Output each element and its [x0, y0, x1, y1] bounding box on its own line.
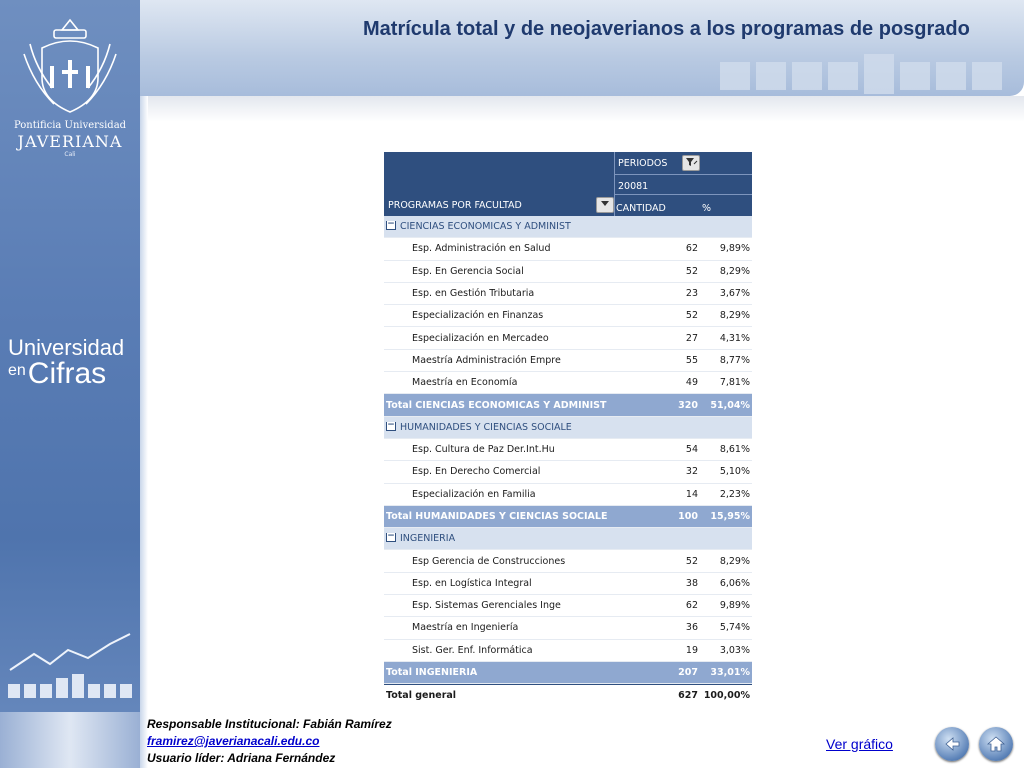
row-program-name: Sist. Ger. Enf. Informática — [412, 644, 533, 656]
table-row — [384, 640, 752, 662]
group-row[interactable] — [384, 216, 752, 238]
row-quantity: 52 — [685, 310, 698, 322]
cifras-en: en — [8, 362, 26, 379]
row-quantity: 14 — [685, 488, 698, 500]
sidebar — [0, 0, 140, 768]
row-quantity: 100 — [678, 511, 698, 522]
row-quantity: 32 — [685, 466, 698, 478]
programs-dropdown-button[interactable] — [596, 197, 614, 213]
row-program-name: Especialización en Mercadeo — [412, 332, 549, 344]
table-row — [384, 372, 752, 394]
home-icon — [986, 734, 1006, 754]
cifras-line1: Universidad — [8, 335, 125, 360]
row-percent: 3,03% — [719, 644, 750, 656]
row-quantity: 207 — [678, 667, 698, 679]
table-row — [384, 283, 752, 305]
row-program-name: Especialización en Finanzas — [412, 310, 544, 322]
university-name-line2: JAVERIANA — [17, 132, 123, 151]
ver-grafico-link[interactable]: Ver gráfico — [826, 736, 893, 752]
row-percent: 8,29% — [719, 265, 750, 277]
table-row — [384, 350, 752, 372]
table-row — [384, 305, 752, 327]
row-program-name: Esp. Cultura de Paz Der.Int.Hu — [412, 444, 555, 456]
row-quantity: 55 — [685, 354, 698, 366]
cifras-line2: Cifras — [27, 357, 107, 390]
email-link[interactable]: framirez@javerianacali.edu.co — [147, 734, 320, 748]
row-program-name: Esp. en Logística Integral — [412, 577, 532, 589]
home-button[interactable] — [979, 727, 1013, 761]
table-row — [384, 327, 752, 349]
group-row[interactable] — [384, 417, 752, 439]
table-row — [384, 261, 752, 283]
row-program-name: Maestría Administración Empre — [412, 354, 561, 366]
row-percent: 51,04% — [710, 399, 750, 411]
footer-credits — [147, 716, 392, 767]
table-row — [384, 484, 752, 506]
row-quantity: 54 — [685, 444, 698, 456]
row-program-name: Esp. En Gerencia Social — [412, 265, 524, 277]
row-quantity: 627 — [678, 690, 698, 702]
periods-filter-button[interactable] — [682, 155, 700, 171]
university-crest-icon — [16, 14, 124, 124]
period-code: 20081 — [618, 181, 649, 192]
row-program-name: Esp. Sistemas Gerenciales Inge — [412, 600, 561, 612]
row-percent: 4,31% — [719, 332, 750, 344]
row-percent: 8,61% — [719, 444, 750, 456]
total-row — [384, 662, 752, 684]
table-row — [384, 461, 752, 483]
universidad-en-cifras-logo — [8, 335, 124, 391]
row-quantity: 62 — [685, 243, 698, 255]
university-city: Cali — [64, 151, 76, 158]
back-button[interactable] — [935, 727, 969, 761]
row-percent: 15,95% — [710, 511, 750, 522]
row-percent: 9,89% — [719, 243, 750, 255]
row-percent: 33,01% — [710, 667, 750, 679]
row-percent: 3,67% — [719, 288, 750, 300]
table-row — [384, 573, 752, 595]
row-percent: 100,00% — [703, 690, 750, 702]
row-percent: 2,23% — [719, 488, 750, 500]
table-row — [384, 595, 752, 617]
table-row — [384, 439, 752, 461]
row-quantity: 49 — [685, 377, 698, 389]
header-shadow — [148, 96, 1024, 122]
row-program-name: Maestría en Ingeniería — [412, 622, 519, 634]
sidebar-bottom-strip — [0, 712, 140, 768]
row-program-name: Esp. en Gestión Tributaria — [412, 288, 535, 300]
row-program-name: Total general — [386, 690, 457, 702]
row-quantity: 38 — [685, 577, 698, 589]
row-program-name: Total HUMANIDADES Y CIENCIAS SOCIALE — [386, 511, 608, 522]
pivot-rows — [384, 216, 752, 707]
row-program-name: Especialización en Familia — [412, 488, 536, 500]
row-quantity: 52 — [685, 265, 698, 277]
total-row — [384, 394, 752, 416]
row-percent: 8,29% — [719, 555, 750, 567]
row-percent: 7,81% — [719, 377, 750, 389]
row-program-name: − CIENCIAS ECONOMICAS Y ADMINIST — [384, 221, 654, 232]
quantity-header: CANTIDAD — [616, 203, 666, 214]
row-quantity: 320 — [678, 399, 698, 411]
row-program-name: − INGENIERIA — [384, 533, 654, 544]
filter-icon — [684, 156, 698, 168]
periods-label: PERIODOS — [618, 158, 668, 169]
row-percent: 8,29% — [719, 310, 750, 322]
row-program-name: Total INGENIERIA — [386, 667, 478, 679]
programs-header: PROGRAMAS POR FACULTAD — [388, 200, 522, 211]
sidebar-edge — [140, 0, 148, 768]
percent-header: % — [702, 203, 712, 214]
row-quantity: 62 — [685, 600, 698, 612]
row-program-name: Total CIENCIAS ECONOMICAS Y ADMINIST — [386, 399, 607, 411]
row-quantity: 27 — [685, 332, 698, 344]
row-program-name: − HUMANIDADES Y CIENCIAS SOCIALE — [384, 422, 654, 433]
row-program-name: Maestría en Economía — [412, 377, 518, 389]
total-row — [384, 506, 752, 528]
row-percent: 6,06% — [719, 577, 750, 589]
group-row[interactable] — [384, 528, 752, 550]
arrow-left-icon — [942, 734, 962, 754]
university-name-line1: Pontificia Universidad — [13, 120, 127, 131]
row-quantity: 23 — [685, 288, 698, 300]
grand-total-row — [384, 684, 752, 706]
row-percent: 5,10% — [719, 466, 750, 478]
row-quantity: 19 — [685, 644, 698, 656]
growth-chart-icon — [6, 630, 134, 702]
row-program-name: Esp. Administración en Salud — [412, 243, 551, 255]
cifras-line2-wrap — [8, 357, 124, 391]
table-row — [384, 238, 752, 260]
pivot-header — [384, 152, 752, 216]
page-title: Matrícula total y de neojaverianos a los programas de posgrado — [363, 18, 970, 40]
responsable-text: Responsable Institucional: Fabián Ramírez — [147, 717, 392, 731]
usuario-text: Usuario líder: Adriana Fernández — [147, 751, 336, 765]
header-decoration — [720, 62, 1008, 94]
chevron-down-icon — [600, 199, 610, 207]
row-program-name: Esp. En Derecho Comercial — [412, 466, 541, 478]
row-percent: 9,89% — [719, 600, 750, 612]
pivot-table — [384, 152, 752, 707]
table-row — [384, 617, 752, 639]
row-percent: 5,74% — [719, 622, 750, 634]
row-percent: 8,77% — [719, 354, 750, 366]
row-program-name: Esp Gerencia de Construcciones — [412, 555, 566, 567]
row-quantity: 52 — [685, 555, 698, 567]
row-quantity: 36 — [685, 622, 698, 634]
table-row — [384, 550, 752, 572]
